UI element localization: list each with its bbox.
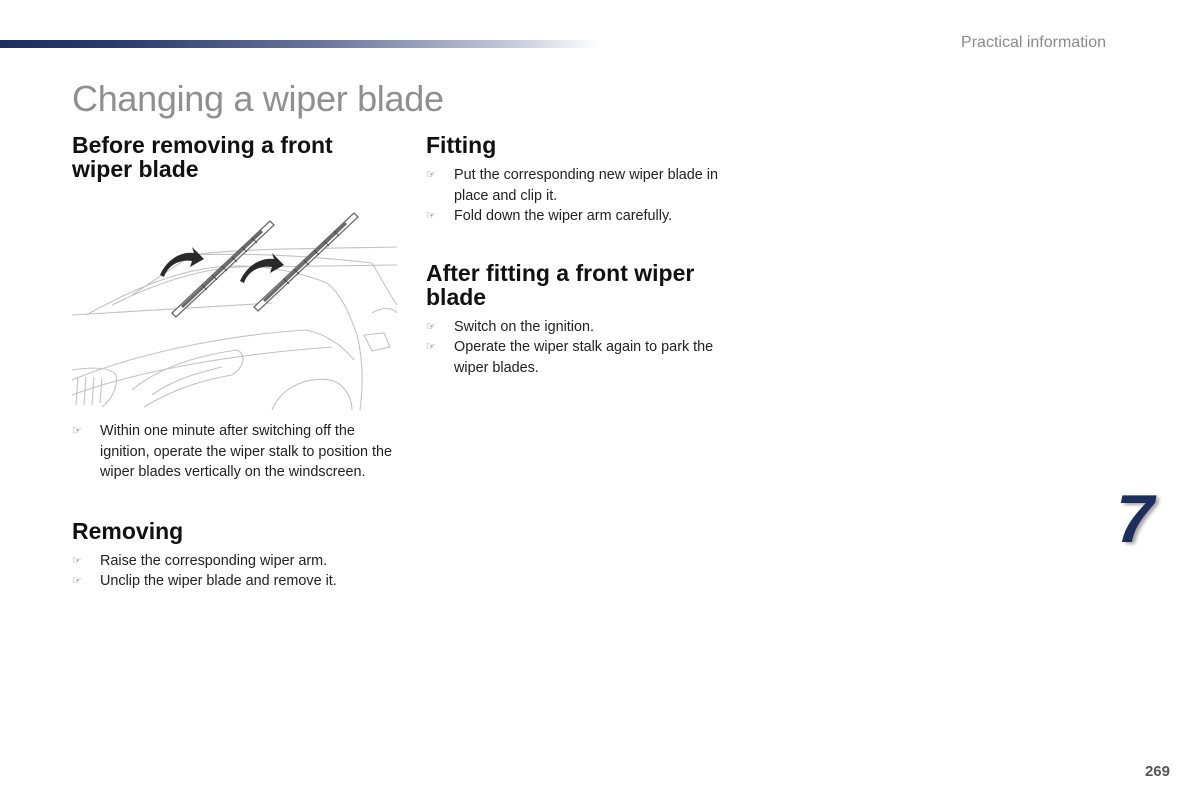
section-label: Practical information xyxy=(961,34,1106,51)
left-column xyxy=(72,133,402,592)
page-number: 269 xyxy=(1144,763,1170,780)
pointing-hand-icon: ☞ xyxy=(72,554,82,567)
before-removing-steps xyxy=(72,421,402,483)
step-text: Fold down the wiper arm carefully. xyxy=(454,208,673,224)
step-text: Within one minute after switching off the ignition, operate the wiper stalk to position the wiper blades vertically on the windscreen. xyxy=(100,423,392,480)
after-fitting-steps xyxy=(426,317,746,379)
list-item xyxy=(426,317,746,338)
before-removing-heading: Before removing a front wiper blade xyxy=(72,132,333,182)
wiper-illustration xyxy=(72,195,398,410)
step-text: Raise the corresponding wiper arm. xyxy=(100,552,328,569)
step-text: Unclip the wiper blade and remove it. xyxy=(100,573,337,589)
list-item xyxy=(426,206,746,227)
header-color-band xyxy=(0,40,600,48)
page-title: Changing a wiper blade xyxy=(72,78,444,119)
fitting-heading: Fitting xyxy=(426,132,497,158)
list-item xyxy=(426,165,746,206)
step-text: Switch on the ignition. xyxy=(454,318,594,335)
list-item xyxy=(426,337,746,378)
middle-column xyxy=(426,133,756,378)
pointing-hand-icon: ☞ xyxy=(426,341,436,353)
pointing-hand-icon: ☞ xyxy=(72,575,82,587)
pointing-hand-icon: ☞ xyxy=(426,169,436,181)
list-item xyxy=(72,421,402,483)
removing-heading: Removing xyxy=(72,517,184,544)
pointing-hand-icon: ☞ xyxy=(72,425,82,437)
pointing-hand-icon: ☞ xyxy=(426,320,436,333)
step-text: Put the corresponding new wiper blade in place and clip it. xyxy=(454,167,718,204)
fitting-steps xyxy=(426,165,746,227)
removing-steps xyxy=(72,551,402,592)
step-text: Operate the wiper stalk again to park the wiper blades. xyxy=(454,339,714,376)
list-item xyxy=(72,571,402,592)
chapter-number: 7 xyxy=(1116,481,1154,557)
list-item xyxy=(72,551,402,572)
pointing-hand-icon: ☞ xyxy=(426,210,436,222)
after-fitting-heading: After fitting a front wiper blade xyxy=(426,259,695,310)
